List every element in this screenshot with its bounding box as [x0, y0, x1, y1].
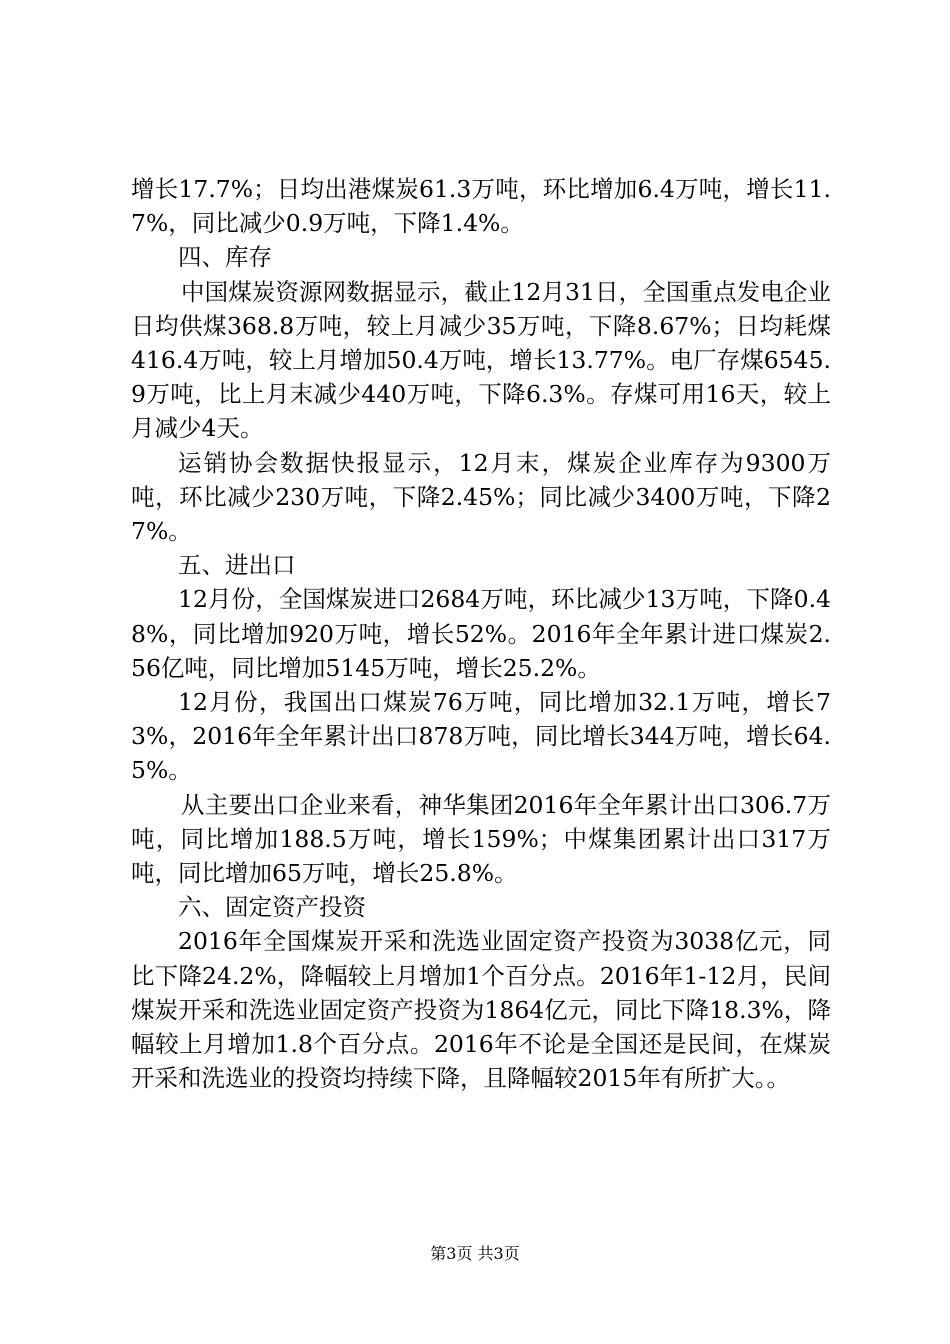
paragraph-enterprise-inventory: 运销协会数据快报显示，12月末，煤炭企业库存为9300万吨，环比减少230万吨，下降2.45%；同比减少3400万吨，下降27%。: [131, 448, 831, 546]
page-footer: 第3页 共3页: [430, 1244, 520, 1263]
paragraph-port-summary: 增长17.7%；日均出港煤炭61.3万吨，环比增加6.4万吨，增长11.7%，同比减少0.9万吨，下降1.4%。: [131, 175, 831, 238]
paragraph-power-plant-inventory: 中国煤炭资源网数据显示，截止12月31日，全国重点发电企业日均供煤368.8万吨，较上月减少35万吨，下降8.67%；日均耗煤416.4万吨，较上月增加50.4万吨，增长13.77%。电厂存煤6545.9万吨，比上月末减少440万吨，下降6.3%。存煤可用16天，较上月减少4天。: [131, 277, 831, 443]
document-body: [131, 172, 831, 1095]
section-heading-fixed-investment: 六、固定资产投资: [178, 893, 366, 922]
section-heading-inventory: 四、库存: [178, 243, 272, 272]
section-heading-import-export: 五、进出口: [178, 551, 296, 580]
paragraph-imports: 12月份，全国煤炭进口2684万吨，环比减少13万吨，下降0.48%，同比增加920万吨，增长52%。2016年全年累计进口煤炭2.56亿吨，同比增加5145万吨，增长25.2%。: [131, 585, 831, 682]
paragraph-exports: 12月份，我国出口煤炭76万吨，同比增加32.1万吨，增长73%，2016年全年累计出口878万吨，同比增长344万吨，增长64.5%。: [131, 688, 831, 785]
paragraph-fixed-investment: 2016年全国煤炭开采和洗选业固定资产投资为3038亿元，同比下降24.2%，降幅较上月增加1个百分点。2016年1-12月，民间煤炭开采和洗选业固定资产投资为1864亿元，同比下降18.3%，降幅较上月增加1.8个百分点。2016年不论是全国还是民间，在煤炭开采和洗选业的投资均持续下降，且降幅较2015年有所扩大。。: [131, 927, 831, 1093]
paragraph-export-enterprises: 从主要出口企业来看，神华集团2016年全年累计出口306.7万吨，同比增加188.5万吨，增长159%；中煤集团累计出口317万吨，同比增加65万吨，增长25.8%。: [131, 790, 831, 888]
